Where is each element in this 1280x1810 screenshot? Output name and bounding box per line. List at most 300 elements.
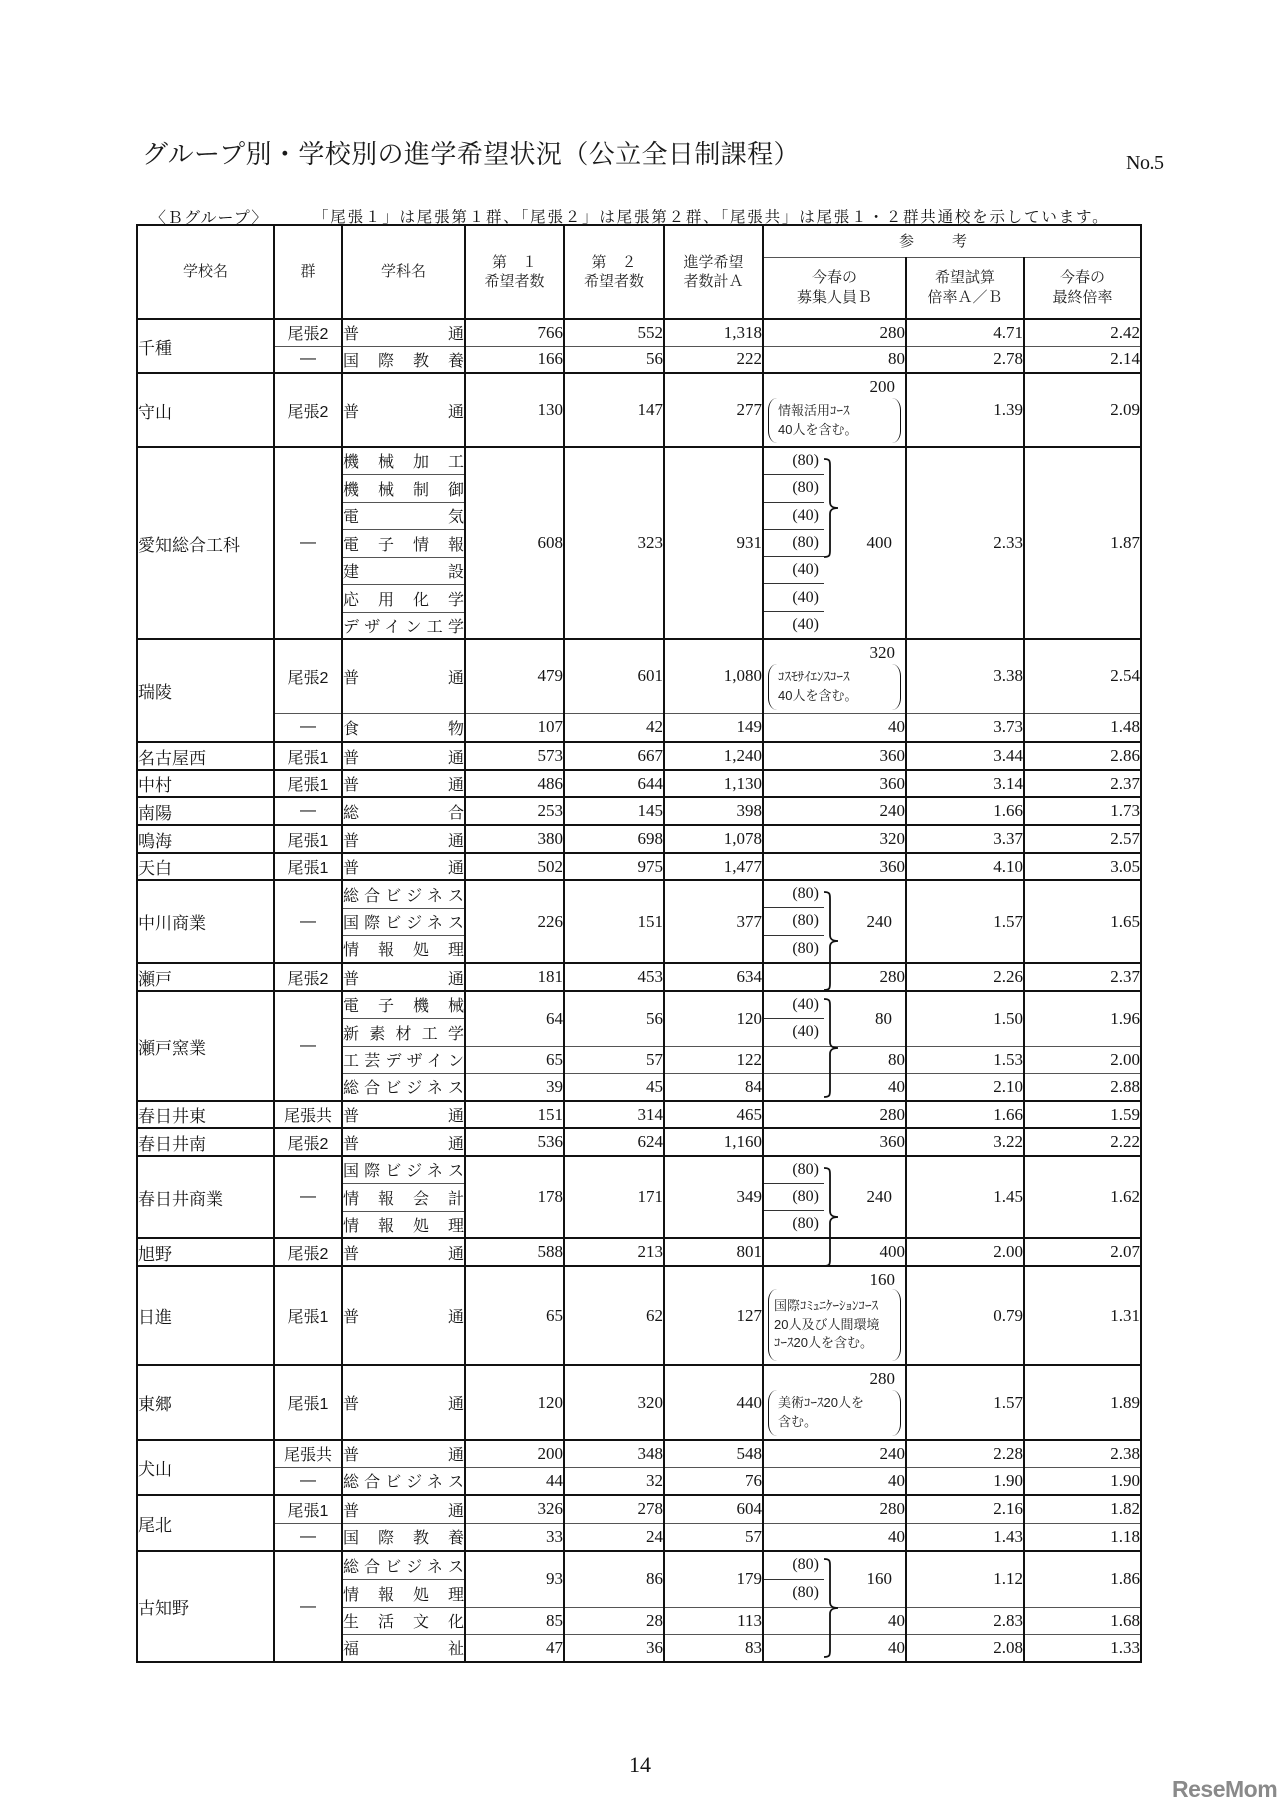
quota-list <box>764 992 824 1046</box>
final-ratio: 1.68 <box>1024 1607 1141 1634</box>
first-choice-count: 502 <box>465 853 564 880</box>
final-ratio: 2.09 <box>1024 373 1141 447</box>
recruit-count-b: 320 <box>869 643 895 662</box>
table-row <box>137 639 1141 713</box>
total-applicants-a: 149 <box>664 713 763 742</box>
subject-cell: 普通 <box>342 853 465 880</box>
group-cell: 尾張1 <box>274 770 342 797</box>
subject-cell: 機械制御 <box>342 474 465 502</box>
group-cell: 尾張2 <box>274 1238 342 1266</box>
final-ratio: 2.00 <box>1024 1046 1141 1073</box>
recruit-cell-grouped <box>763 1551 906 1607</box>
total-applicants-a: 1,130 <box>664 770 763 797</box>
recruit-cell-grouped <box>763 1156 906 1238</box>
group-cell: — <box>274 346 342 373</box>
second-choice-count: 147 <box>564 373 664 447</box>
school-name: 千種 <box>137 319 274 373</box>
second-choice-count: 698 <box>564 825 664 853</box>
first-choice-count: 226 <box>465 880 564 963</box>
table-row <box>137 1467 1141 1495</box>
school-name: 鳴海 <box>137 825 274 853</box>
first-choice-count: 44 <box>465 1467 564 1495</box>
total-applicants-a: 931 <box>664 447 763 639</box>
first-choice-count: 85 <box>465 1607 564 1634</box>
final-ratio: 2.22 <box>1024 1128 1141 1156</box>
total-applicants-a: 1,240 <box>664 742 763 770</box>
group-cell: — <box>274 1467 342 1495</box>
quota-item: (80) <box>792 1215 819 1232</box>
trial-ratio-ab: 0.79 <box>906 1266 1024 1365</box>
second-choice-count: 323 <box>564 447 664 639</box>
final-ratio: 3.05 <box>1024 853 1141 880</box>
table-row <box>137 1238 1141 1266</box>
page-number: 14 <box>629 1752 651 1777</box>
trial-ratio-ab: 3.22 <box>906 1128 1024 1156</box>
subject-cell: 建設 <box>342 557 465 584</box>
final-ratio: 1.59 <box>1024 1101 1141 1128</box>
trial-ratio-ab: 2.28 <box>906 1440 1024 1467</box>
subject-cell: 国際教養 <box>342 346 465 373</box>
trial-ratio-ab: 4.71 <box>906 319 1024 346</box>
second-choice-count: 145 <box>564 797 664 825</box>
table-row <box>137 713 1141 742</box>
recruit-count-b: 360 <box>763 1128 906 1156</box>
subject-cell: 電子情報 <box>342 529 465 557</box>
total-applicants-a: 398 <box>664 797 763 825</box>
recruit-count-b: 160 <box>866 1569 892 1589</box>
recruit-count-b: 400 <box>763 1238 906 1266</box>
recruit-count-b: 200 <box>869 377 895 396</box>
final-ratio: 2.57 <box>1024 825 1141 853</box>
group-cell: 尾張1 <box>274 853 342 880</box>
group-cell: 尾張1 <box>274 1495 342 1523</box>
brace-icon <box>823 1167 841 1267</box>
second-choice-count: 320 <box>564 1365 664 1440</box>
quota-list <box>764 1552 824 1607</box>
second-choice-count: 213 <box>564 1238 664 1266</box>
total-applicants-a: 84 <box>664 1073 763 1101</box>
final-ratio: 2.86 <box>1024 742 1141 770</box>
final-ratio: 1.65 <box>1024 880 1141 963</box>
first-choice-count: 479 <box>465 639 564 713</box>
first-choice-count: 573 <box>465 742 564 770</box>
group-note: 「尾張１」は尾張第１群、「尾張２」は尾張第２群、「尾張共」は尾張１・２群共通校を示しています。 <box>313 209 1110 226</box>
subject-cell: 情報会計 <box>342 1183 465 1211</box>
total-applicants-a: 1,160 <box>664 1128 763 1156</box>
trial-ratio-ab: 1.57 <box>906 880 1024 963</box>
trial-ratio-ab: 1.57 <box>906 1365 1024 1440</box>
subject-cell: 福祉 <box>342 1634 465 1662</box>
header-line: 希望試算 <box>934 269 995 287</box>
first-choice-count: 107 <box>465 713 564 742</box>
first-choice-count: 130 <box>465 373 564 447</box>
recruit-note-line: ｺｰｽ20人を含む。 <box>774 1335 873 1351</box>
final-ratio: 1.18 <box>1024 1523 1141 1551</box>
trial-ratio-ab: 1.39 <box>906 373 1024 447</box>
table-row <box>137 1551 1141 1579</box>
first-choice-count: 181 <box>465 963 564 991</box>
table-row <box>137 1156 1141 1183</box>
header-line: 第 １ <box>491 253 537 271</box>
table-row <box>137 1365 1141 1440</box>
subject-cell: 普通 <box>342 1440 465 1467</box>
subject-cell: 工芸デザイン <box>342 1046 465 1073</box>
final-ratio: 1.73 <box>1024 797 1141 825</box>
total-applicants-a: 127 <box>664 1266 763 1365</box>
recruit-count-b: 280 <box>763 963 906 991</box>
recruit-cell-with-note <box>763 639 906 713</box>
header-line: 進学希望 <box>683 253 744 271</box>
second-choice-count: 453 <box>564 963 664 991</box>
final-ratio: 2.38 <box>1024 1440 1141 1467</box>
header-subject: 学科名 <box>342 225 465 319</box>
subject-cell: 普通 <box>342 1495 465 1523</box>
brace-icon <box>823 891 841 991</box>
subject-cell: 普通 <box>342 319 465 346</box>
subject-cell: 電気 <box>342 502 465 529</box>
group-cell: 尾張1 <box>274 1365 342 1440</box>
header-second-choice <box>564 225 664 319</box>
second-choice-count: 644 <box>564 770 664 797</box>
header-line: 希望者数 <box>484 273 545 290</box>
subject-cell: 総合ビジネス <box>342 880 465 908</box>
header-line: 最終倍率 <box>1052 288 1113 306</box>
first-choice-count: 64 <box>465 991 564 1046</box>
total-applicants-a: 179 <box>664 1551 763 1607</box>
total-applicants-a: 377 <box>664 880 763 963</box>
recruit-count-b: 240 <box>866 1187 892 1206</box>
brace-icon <box>823 1558 841 1658</box>
first-choice-count: 33 <box>465 1523 564 1551</box>
group-cell: — <box>274 991 342 1101</box>
trial-ratio-ab: 2.83 <box>906 1607 1024 1634</box>
recruit-note-line: 美術ｺｰｽ20人を <box>778 1395 864 1411</box>
subject-cell: 情報処理 <box>342 1579 465 1607</box>
table-row <box>137 373 1141 447</box>
trial-ratio-ab: 2.16 <box>906 1495 1024 1523</box>
recruit-count-b: 240 <box>763 1440 906 1467</box>
recruit-cell-with-note <box>763 1266 906 1365</box>
recruit-count-b: 280 <box>763 1495 906 1523</box>
second-choice-count: 348 <box>564 1440 664 1467</box>
school-name: 尾北 <box>137 1495 274 1551</box>
school-name: 古知野 <box>137 1551 274 1662</box>
subject-cell: 普通 <box>342 1128 465 1156</box>
second-choice-count: 624 <box>564 1128 664 1156</box>
subject-cell: 新素材工学 <box>342 1018 465 1046</box>
second-choice-count: 32 <box>564 1467 664 1495</box>
school-name: 日進 <box>137 1266 274 1365</box>
subject-cell: 普通 <box>342 1238 465 1266</box>
second-choice-count: 56 <box>564 346 664 373</box>
recruit-count-b: 40 <box>763 1523 906 1551</box>
total-applicants-a: 83 <box>664 1634 763 1662</box>
school-name: 東郷 <box>137 1365 274 1440</box>
table-row <box>137 346 1141 373</box>
table-row <box>137 1101 1141 1128</box>
subject-cell: 普通 <box>342 639 465 713</box>
subject-cell: 普通 <box>342 1266 465 1365</box>
subject-cell: 食物 <box>342 713 465 742</box>
trial-ratio-ab: 1.90 <box>906 1467 1024 1495</box>
subject-cell: 情報処理 <box>342 1211 465 1238</box>
table-row <box>137 447 1141 474</box>
total-applicants-a: 604 <box>664 1495 763 1523</box>
trial-ratio-ab: 2.08 <box>906 1634 1024 1662</box>
second-choice-count: 601 <box>564 639 664 713</box>
recruit-count-b: 360 <box>763 742 906 770</box>
school-name: 南陽 <box>137 797 274 825</box>
quota-item: (80) <box>764 908 824 935</box>
group-cell: 尾張1 <box>274 742 342 770</box>
group-cell: 尾張1 <box>274 1266 342 1365</box>
trial-ratio-ab: 1.12 <box>906 1551 1024 1607</box>
quota-item: (80) <box>764 881 824 908</box>
first-choice-count: 65 <box>465 1046 564 1073</box>
recruit-count-b: 240 <box>763 797 906 825</box>
quota-item: (40) <box>764 584 824 611</box>
total-applicants-a: 548 <box>664 1440 763 1467</box>
first-choice-count: 166 <box>465 346 564 373</box>
group-cell: — <box>274 797 342 825</box>
subject-cell: 総合 <box>342 797 465 825</box>
recruit-count-b: 40 <box>763 1073 906 1101</box>
final-ratio: 1.31 <box>1024 1266 1141 1365</box>
subject-cell: 普通 <box>342 963 465 991</box>
group-cell: 尾張2 <box>274 1128 342 1156</box>
group-cell: — <box>274 1156 342 1238</box>
table-row <box>137 880 1141 908</box>
second-choice-count: 57 <box>564 1046 664 1073</box>
trial-ratio-ab: 1.53 <box>906 1046 1024 1073</box>
final-ratio: 1.90 <box>1024 1467 1141 1495</box>
recruit-note <box>768 1289 901 1361</box>
table-row <box>137 853 1141 880</box>
final-ratio: 2.14 <box>1024 346 1141 373</box>
total-applicants-a: 1,477 <box>664 853 763 880</box>
final-ratio: 2.54 <box>1024 639 1141 713</box>
second-choice-count: 62 <box>564 1266 664 1365</box>
first-choice-count: 47 <box>465 1634 564 1662</box>
admission-table <box>136 224 1142 1663</box>
table-row <box>137 991 1141 1018</box>
quota-item: (40) <box>764 503 824 530</box>
total-applicants-a: 222 <box>664 346 763 373</box>
table-row <box>137 963 1141 991</box>
recruit-count-b: 80 <box>763 346 906 373</box>
total-applicants-a: 634 <box>664 963 763 991</box>
first-choice-count: 326 <box>465 1495 564 1523</box>
recruit-count-b: 400 <box>866 533 892 552</box>
school-name: 守山 <box>137 373 274 447</box>
second-choice-count: 975 <box>564 853 664 880</box>
trial-ratio-ab: 1.45 <box>906 1156 1024 1238</box>
table-row <box>137 1128 1141 1156</box>
recruit-note-line: 40人を含む。 <box>778 687 858 703</box>
table-row <box>137 1266 1141 1365</box>
total-applicants-a: 113 <box>664 1607 763 1634</box>
header-line: 今春の <box>811 269 857 287</box>
group-cell: — <box>274 880 342 963</box>
total-applicants-a: 801 <box>664 1238 763 1266</box>
first-choice-count: 93 <box>465 1551 564 1607</box>
recruit-count-b: 280 <box>763 319 906 346</box>
school-name: 犬山 <box>137 1440 274 1495</box>
total-applicants-a: 277 <box>664 373 763 447</box>
subject-cell: 応用化学 <box>342 584 465 612</box>
total-applicants-a: 349 <box>664 1156 763 1238</box>
recruit-count-b: 80 <box>875 1008 892 1028</box>
recruit-count-b: 360 <box>763 770 906 797</box>
group-cell: — <box>274 1523 342 1551</box>
quota-item: (80) <box>764 475 824 502</box>
total-applicants-a: 1,078 <box>664 825 763 853</box>
subject-cell: 普通 <box>342 1101 465 1128</box>
second-choice-count: 42 <box>564 713 664 742</box>
header-final-ratio <box>1024 257 1141 319</box>
table-row <box>137 825 1141 853</box>
final-ratio: 2.07 <box>1024 1238 1141 1266</box>
recruit-count-b: 40 <box>763 1467 906 1495</box>
school-name: 愛知総合工科 <box>137 447 274 639</box>
header-line: 今春の <box>1060 269 1106 287</box>
first-choice-count: 178 <box>465 1156 564 1238</box>
quota-list <box>764 881 824 962</box>
group-cell: — <box>274 447 342 639</box>
group-cell: 尾張2 <box>274 963 342 991</box>
table-row <box>137 797 1141 825</box>
trial-ratio-ab: 3.37 <box>906 825 1024 853</box>
group-cell: 尾張共 <box>274 1101 342 1128</box>
school-name: 天白 <box>137 853 274 880</box>
trial-ratio-ab: 1.66 <box>906 797 1024 825</box>
header-line: 第 ２ <box>591 253 637 271</box>
brace-icon <box>823 458 841 558</box>
header-school-name: 学校名 <box>137 225 274 319</box>
header-line: 者数計Ａ <box>683 273 744 290</box>
recruit-note-line: ｺｽﾓｻｲｴﾝｽｺｰｽ <box>778 668 850 684</box>
school-name: 春日井東 <box>137 1101 274 1128</box>
trial-ratio-ab: 2.00 <box>906 1238 1024 1266</box>
trial-ratio-ab: 3.44 <box>906 742 1024 770</box>
group-label: 〈Ｂグループ〉 <box>150 210 269 227</box>
page-title: グループ別・学校別の進学希望状況（公立全日制課程） <box>142 139 800 169</box>
trial-ratio-ab: 3.38 <box>906 639 1024 713</box>
subject-cell: 普通 <box>342 742 465 770</box>
school-name: 中村 <box>137 770 274 797</box>
recruit-cell-grouped <box>763 880 906 963</box>
school-name: 中川商業 <box>137 880 274 963</box>
table-row <box>137 319 1141 346</box>
recruit-count-b: 240 <box>866 911 892 931</box>
first-choice-count: 536 <box>465 1128 564 1156</box>
final-ratio: 1.82 <box>1024 1495 1141 1523</box>
total-applicants-a: 57 <box>664 1523 763 1551</box>
school-name: 瑞陵 <box>137 639 274 742</box>
quota-item: (40) <box>792 1023 819 1041</box>
total-applicants-a: 465 <box>664 1101 763 1128</box>
school-name: 瀬戸 <box>137 963 274 991</box>
subject-cell: 機械加工 <box>342 447 465 474</box>
quota-item: (80) <box>792 1584 819 1602</box>
first-choice-count: 486 <box>465 770 564 797</box>
table-row <box>137 742 1141 770</box>
second-choice-count: 278 <box>564 1495 664 1523</box>
final-ratio: 1.96 <box>1024 991 1141 1046</box>
header-reference: 参考 <box>763 225 1141 257</box>
total-applicants-a: 1,318 <box>664 319 763 346</box>
school-name: 瀬戸窯業 <box>137 991 274 1101</box>
school-name: 名古屋西 <box>137 742 274 770</box>
final-ratio: 2.37 <box>1024 770 1141 797</box>
table-row <box>137 770 1141 797</box>
second-choice-count: 28 <box>564 1607 664 1634</box>
trial-ratio-ab: 4.10 <box>906 853 1024 880</box>
final-ratio: 2.42 <box>1024 319 1141 346</box>
first-choice-count: 766 <box>465 319 564 346</box>
recruit-note-line: 40人を含む。 <box>778 421 858 437</box>
second-choice-count: 667 <box>564 742 664 770</box>
recruit-count-b: 80 <box>763 1046 906 1073</box>
final-ratio: 2.88 <box>1024 1073 1141 1101</box>
second-choice-count: 314 <box>564 1101 664 1128</box>
subject-cell: 総合ビジネス <box>342 1467 465 1495</box>
trial-ratio-ab: 2.10 <box>906 1073 1024 1101</box>
recruit-cell-with-note <box>763 1365 906 1440</box>
recruit-cell-grouped <box>763 991 906 1046</box>
recruit-count-b: 320 <box>763 825 906 853</box>
quota-item: (40) <box>792 615 819 633</box>
page-label: No.5 <box>1126 152 1164 174</box>
subject-cell: 総合ビジネス <box>342 1073 465 1101</box>
recruit-count-b: 280 <box>869 1369 895 1388</box>
second-choice-count: 24 <box>564 1523 664 1551</box>
header-recruit-b <box>763 257 906 319</box>
recruit-count-b: 160 <box>869 1270 895 1289</box>
trial-ratio-ab: 3.73 <box>906 713 1024 742</box>
total-applicants-a: 120 <box>664 991 763 1046</box>
subject-cell: 普通 <box>342 770 465 797</box>
second-choice-count: 151 <box>564 880 664 963</box>
subject-cell: 普通 <box>342 825 465 853</box>
header-line: 募集人員Ｂ <box>796 288 872 306</box>
first-choice-count: 65 <box>465 1266 564 1365</box>
subject-cell: 生活文化 <box>342 1607 465 1634</box>
recruit-cell-grouped <box>763 447 906 639</box>
group-cell: 尾張共 <box>274 1440 342 1467</box>
quota-item: (80) <box>764 1552 824 1580</box>
header-first-choice <box>465 225 564 319</box>
trial-ratio-ab: 2.26 <box>906 963 1024 991</box>
school-name: 春日井南 <box>137 1128 274 1156</box>
school-name: 旭野 <box>137 1238 274 1266</box>
recruit-count-b: 40 <box>763 713 906 742</box>
subject-cell: 普通 <box>342 373 465 447</box>
recruit-note <box>768 398 901 443</box>
trial-ratio-ab: 1.66 <box>906 1101 1024 1128</box>
recruit-note <box>768 664 901 710</box>
brace-icon <box>823 998 841 1098</box>
second-choice-count: 45 <box>564 1073 664 1101</box>
trial-ratio-ab: 2.33 <box>906 447 1024 639</box>
first-choice-count: 608 <box>465 447 564 639</box>
subject-cell: 情報処理 <box>342 935 465 963</box>
total-applicants-a: 1,080 <box>664 639 763 713</box>
recruit-count-b: 40 <box>763 1607 906 1634</box>
header-trial-ratio <box>906 257 1024 319</box>
group-cell: 尾張2 <box>274 373 342 447</box>
quota-list <box>764 1157 824 1237</box>
